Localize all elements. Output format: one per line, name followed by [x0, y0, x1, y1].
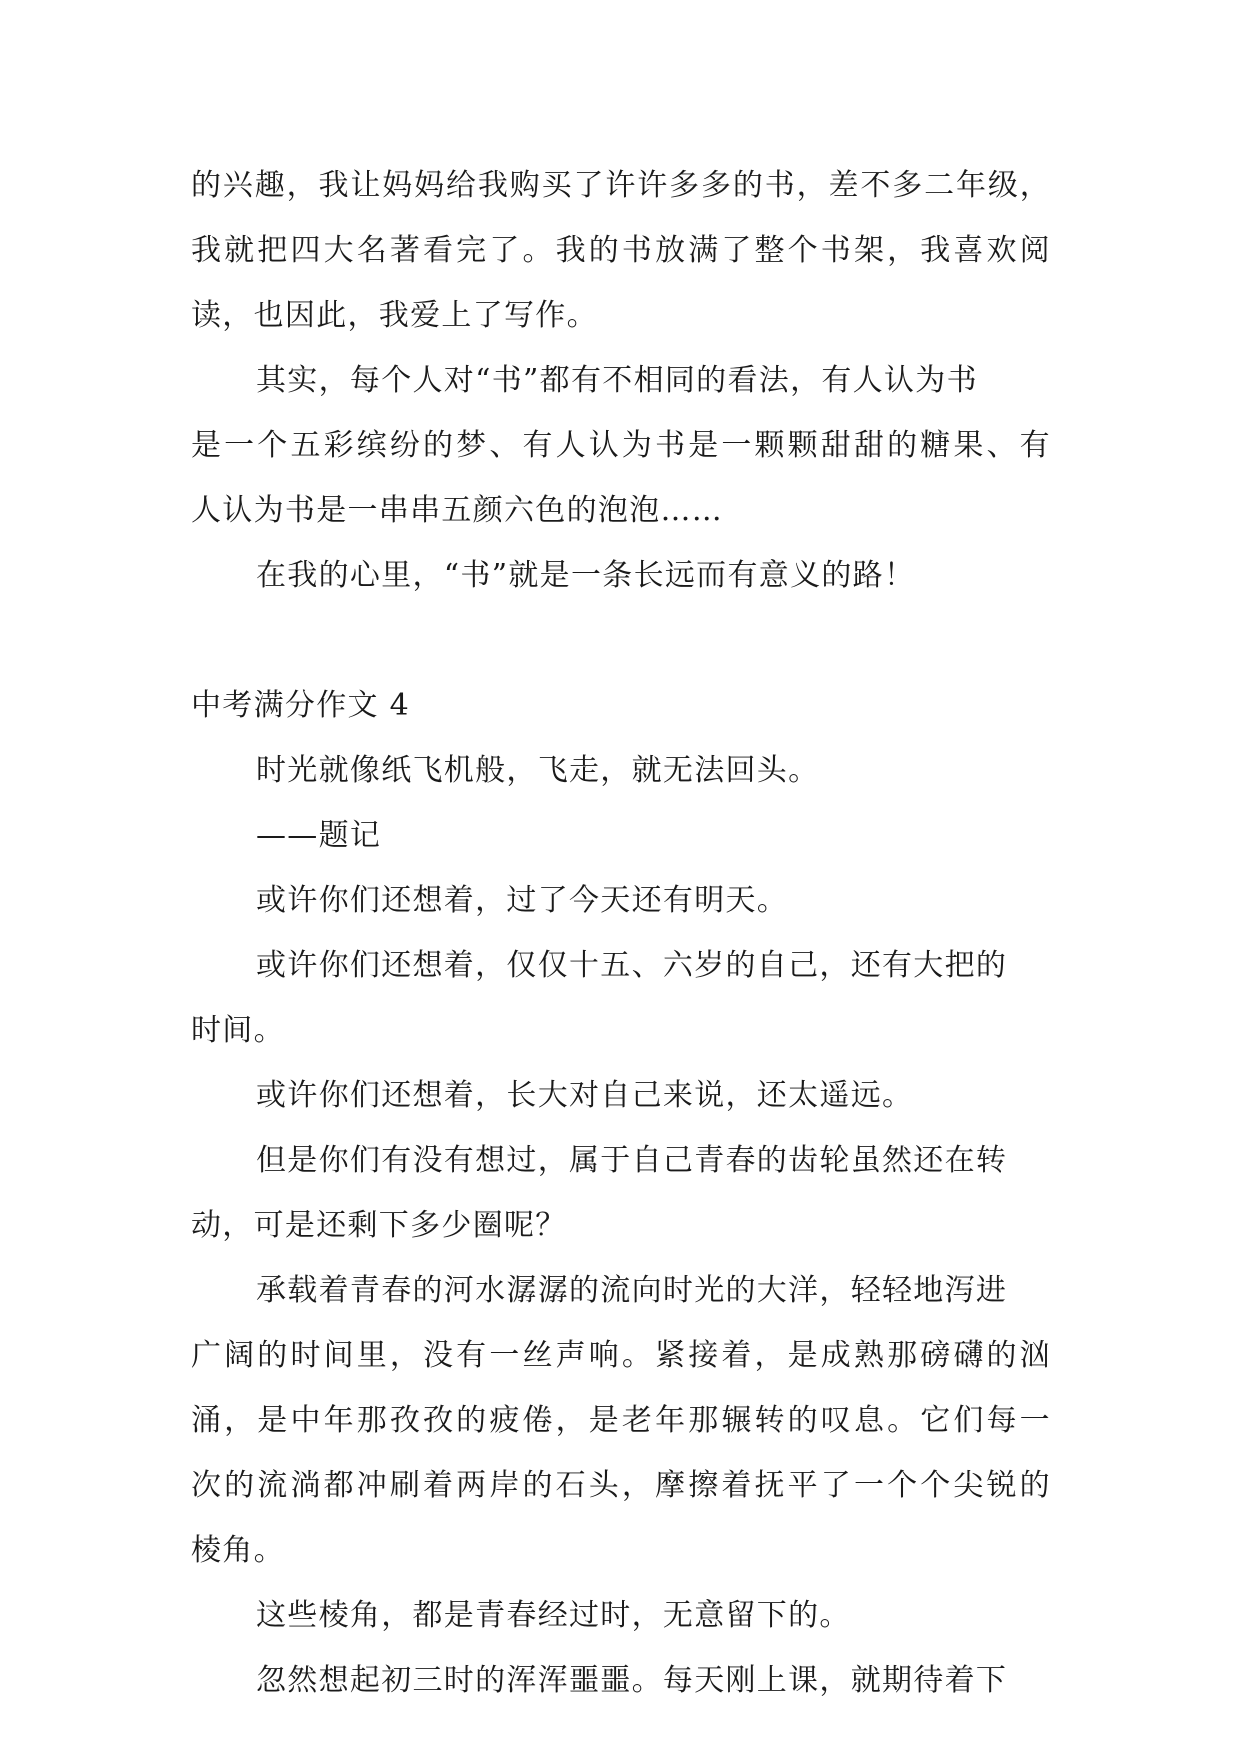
paragraph-start-line: 承载着青春的河水潺潺的流向时光的大洋，轻轻地泻进	[256, 1273, 1008, 1308]
text-line: 动，可是还剩下多少圈呢？	[191, 1208, 567, 1243]
paragraph-start-line: 忽然想起初三时的浑浑噩噩。每天刚上课，就期待着下	[256, 1663, 1008, 1698]
text-line: 是一个五彩缤纷的梦、有人认为书是一颗颗甜甜的糖果、有	[191, 428, 1051, 463]
paragraph-start-line: 时光就像纸飞机般，飞走，就无法回头。	[256, 753, 820, 788]
text-line: 人认为书是一串串五颜六色的泡泡……	[191, 493, 724, 528]
text-line: 广阔的时间里，没有一丝声响。紧接着，是成熟那磅礴的汹	[191, 1338, 1051, 1373]
paragraph-start-line: 或许你们还想着，过了今天还有明天。	[256, 883, 789, 918]
paragraph-start-line: 但是你们有没有想过，属于自己青春的齿轮虽然还在转	[256, 1143, 1008, 1178]
epigraph-attribution: ——题记	[256, 818, 382, 853]
text-line: 的兴趣，我让妈妈给我购买了许许多多的书，差不多二年级，	[191, 168, 1051, 203]
paragraph-start-line: 这些棱角，都是青春经过时，无意留下的。	[256, 1598, 851, 1633]
paragraph-start-line: 其实，每个人对“书”都有不相同的看法，有人认为书	[256, 363, 978, 398]
text-line: 时间。	[191, 1013, 285, 1048]
text-line: 读，也因此，我爱上了写作。	[191, 298, 598, 333]
text-line: 棱角。	[191, 1533, 285, 1568]
paragraph-start-line: 或许你们还想着，仅仅十五、六岁的自己，还有大把的	[256, 948, 1008, 983]
text-line: 涌，是中年那孜孜的疲倦，是老年那辗转的叹息。它们每一	[191, 1403, 1051, 1438]
text-line: 次的流淌都冲刷着两岸的石头，摩擦着抚平了一个个尖锐的	[191, 1468, 1051, 1503]
paragraph-start-line: 在我的心里，“书”就是一条长远而有意义的路！	[256, 558, 916, 593]
text-line: 我就把四大名著看完了。我的书放满了整个书架，我喜欢阅	[191, 233, 1051, 268]
section-heading: 中考满分作文 4	[191, 688, 411, 723]
paragraph-start-line: 或许你们还想着，长大对自己来说，还太遥远。	[256, 1078, 914, 1113]
